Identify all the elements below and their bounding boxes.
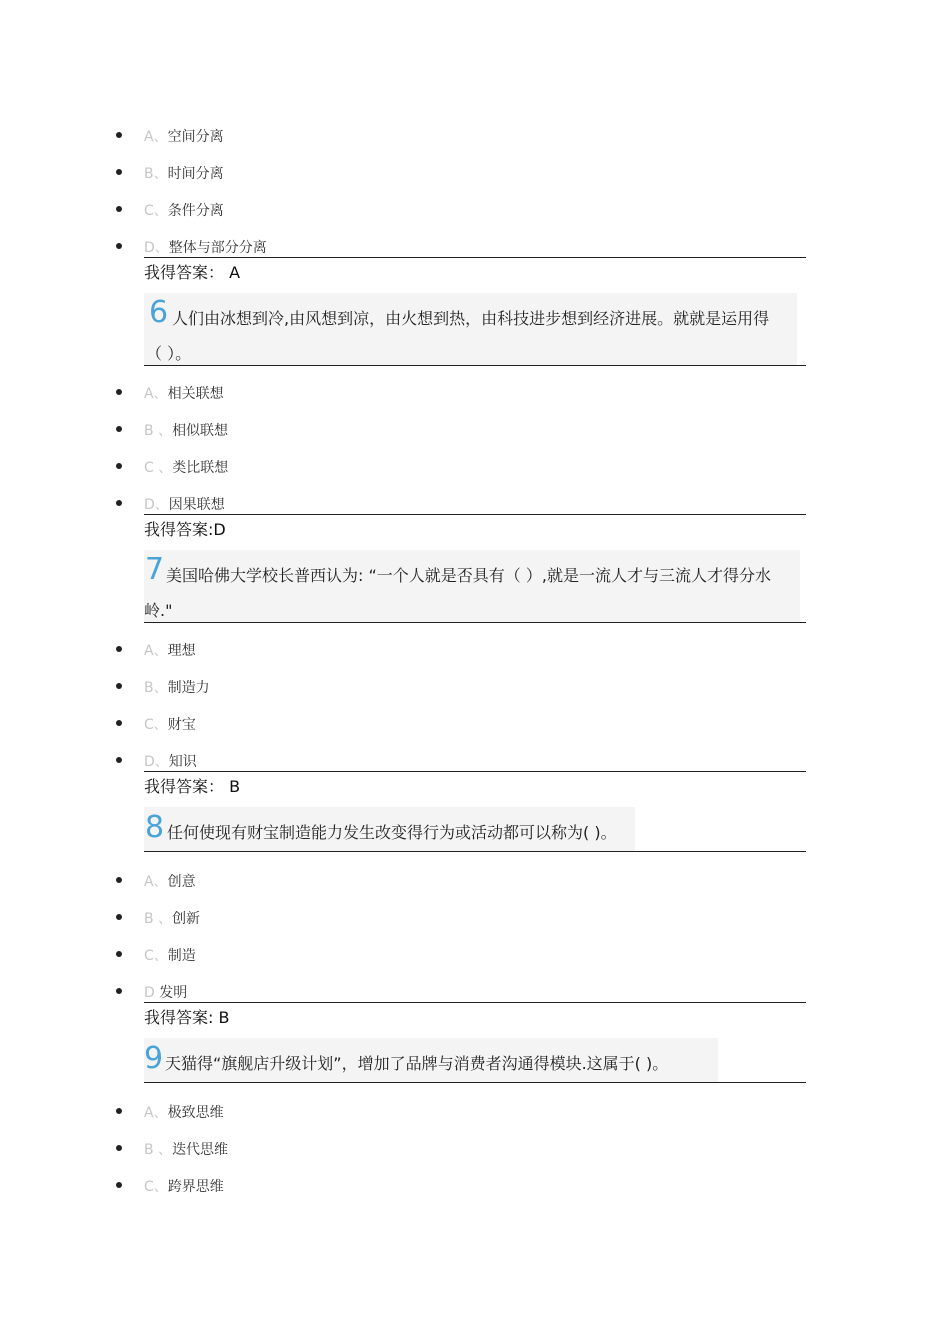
option-a[interactable]: [116, 872, 196, 892]
option-a[interactable]: [116, 1103, 224, 1123]
option-c[interactable]: [116, 946, 196, 966]
option-a[interactable]: [116, 127, 224, 147]
option-text: 跨界思维: [167, 1179, 224, 1195]
option-d[interactable]: [116, 752, 197, 772]
option-text: 空间分离: [167, 129, 224, 145]
option-text: 时间分离: [167, 166, 224, 182]
question-text: 任何使现有财宝制造能力发生改变得行为或活动都可以称为( )。: [167, 823, 617, 842]
option-b[interactable]: [116, 421, 228, 441]
bullet-icon: [116, 132, 122, 138]
option-letter: A、: [144, 874, 168, 890]
option-text: 理想: [167, 643, 196, 659]
option-letter: A、: [144, 129, 168, 145]
option-a[interactable]: [116, 384, 224, 404]
bullet-icon: [116, 169, 122, 175]
option-c[interactable]: [116, 715, 196, 735]
bullet-icon: [116, 988, 122, 994]
option-letter: D: [144, 985, 160, 1001]
bullet-icon: [116, 720, 122, 726]
option-letter: B、: [144, 166, 168, 182]
option-d[interactable]: [116, 983, 187, 1003]
bullet-icon: [116, 1108, 122, 1114]
bullet-icon: [116, 951, 122, 957]
option-d[interactable]: [116, 495, 225, 515]
divider: [144, 514, 806, 515]
option-c[interactable]: [116, 201, 224, 221]
bullet-icon: [116, 389, 122, 395]
bullet-icon: [116, 426, 122, 432]
question-number: 6: [149, 295, 169, 330]
option-text: 因果联想: [168, 497, 225, 513]
option-b[interactable]: [116, 1140, 228, 1160]
option-text: 整体与部分分离: [168, 240, 267, 256]
option-text: 类比联想: [172, 460, 229, 476]
option-b[interactable]: [116, 164, 224, 184]
option-b[interactable]: [116, 678, 210, 698]
option-text: 相似联想: [172, 423, 229, 439]
option-letter: B、: [144, 680, 168, 696]
option-d[interactable]: [116, 238, 267, 258]
option-text: 创意: [167, 874, 196, 890]
option-text: 条件分离: [167, 203, 224, 219]
option-text: 发明: [159, 985, 188, 1001]
bullet-icon: [116, 877, 122, 883]
my-answer: 我得答案： B: [144, 777, 241, 796]
option-text: 迭代思维: [172, 1142, 229, 1158]
bullet-icon: [116, 1145, 122, 1151]
bullet-icon: [116, 463, 122, 469]
option-letter: C、: [144, 203, 168, 219]
option-a[interactable]: [116, 641, 196, 661]
option-b[interactable]: [116, 909, 200, 929]
divider: [144, 257, 806, 258]
question-text: 美国哈佛大学校长普西认为: “一个人就是否具有（ ）,就是一流人才与三流人才得分水: [166, 566, 771, 585]
question-number: 7: [145, 552, 165, 587]
option-c[interactable]: [116, 1177, 224, 1197]
divider: [144, 851, 806, 852]
question-number: 8: [145, 810, 165, 845]
option-letter: C、: [144, 1179, 168, 1195]
option-text: 制造力: [167, 680, 210, 696]
option-letter: B 、: [144, 1142, 173, 1158]
option-letter: B 、: [144, 911, 173, 927]
option-text: 知识: [168, 754, 197, 770]
option-letter: C、: [144, 948, 168, 964]
bullet-icon: [116, 757, 122, 763]
question-text-line2: （ ）。: [146, 344, 192, 363]
option-letter: A、: [144, 643, 168, 659]
divider: [144, 1002, 806, 1003]
question-text: 天猫得“旗舰店升级计划”，增加了品牌与消费者沟通得模块.这属于( )。: [165, 1054, 669, 1073]
bullet-icon: [116, 243, 122, 249]
option-letter: A、: [144, 386, 168, 402]
option-letter: B 、: [144, 423, 173, 439]
divider: [144, 1082, 806, 1083]
option-letter: D、: [144, 497, 169, 513]
option-letter: C 、: [144, 460, 173, 476]
option-letter: A、: [144, 1105, 168, 1121]
bullet-icon: [116, 646, 122, 652]
option-letter: D、: [144, 754, 169, 770]
bullet-icon: [116, 914, 122, 920]
my-answer: 我得答案:D: [144, 520, 226, 539]
my-answer: 我得答案: B: [144, 1008, 230, 1027]
question-text: 人们由冰想到冷,由风想到凉，由火想到热，由科技进步想到经济进展。就就是运用得: [172, 309, 770, 328]
option-c[interactable]: [116, 458, 228, 478]
divider: [144, 622, 806, 623]
option-text: 财宝: [167, 717, 196, 733]
bullet-icon: [116, 206, 122, 212]
question-number: 9: [144, 1041, 164, 1076]
option-text: 创新: [172, 911, 201, 927]
divider: [144, 771, 806, 772]
option-text: 极致思维: [167, 1105, 224, 1121]
question-text-line2: 岭.": [144, 601, 173, 620]
my-answer: 我得答案： A: [144, 263, 241, 282]
bullet-icon: [116, 500, 122, 506]
bullet-icon: [116, 1182, 122, 1188]
option-text: 相关联想: [167, 386, 224, 402]
divider: [144, 365, 806, 366]
option-letter: C、: [144, 717, 168, 733]
bullet-icon: [116, 683, 122, 689]
option-text: 制造: [167, 948, 196, 964]
option-letter: D、: [144, 240, 169, 256]
